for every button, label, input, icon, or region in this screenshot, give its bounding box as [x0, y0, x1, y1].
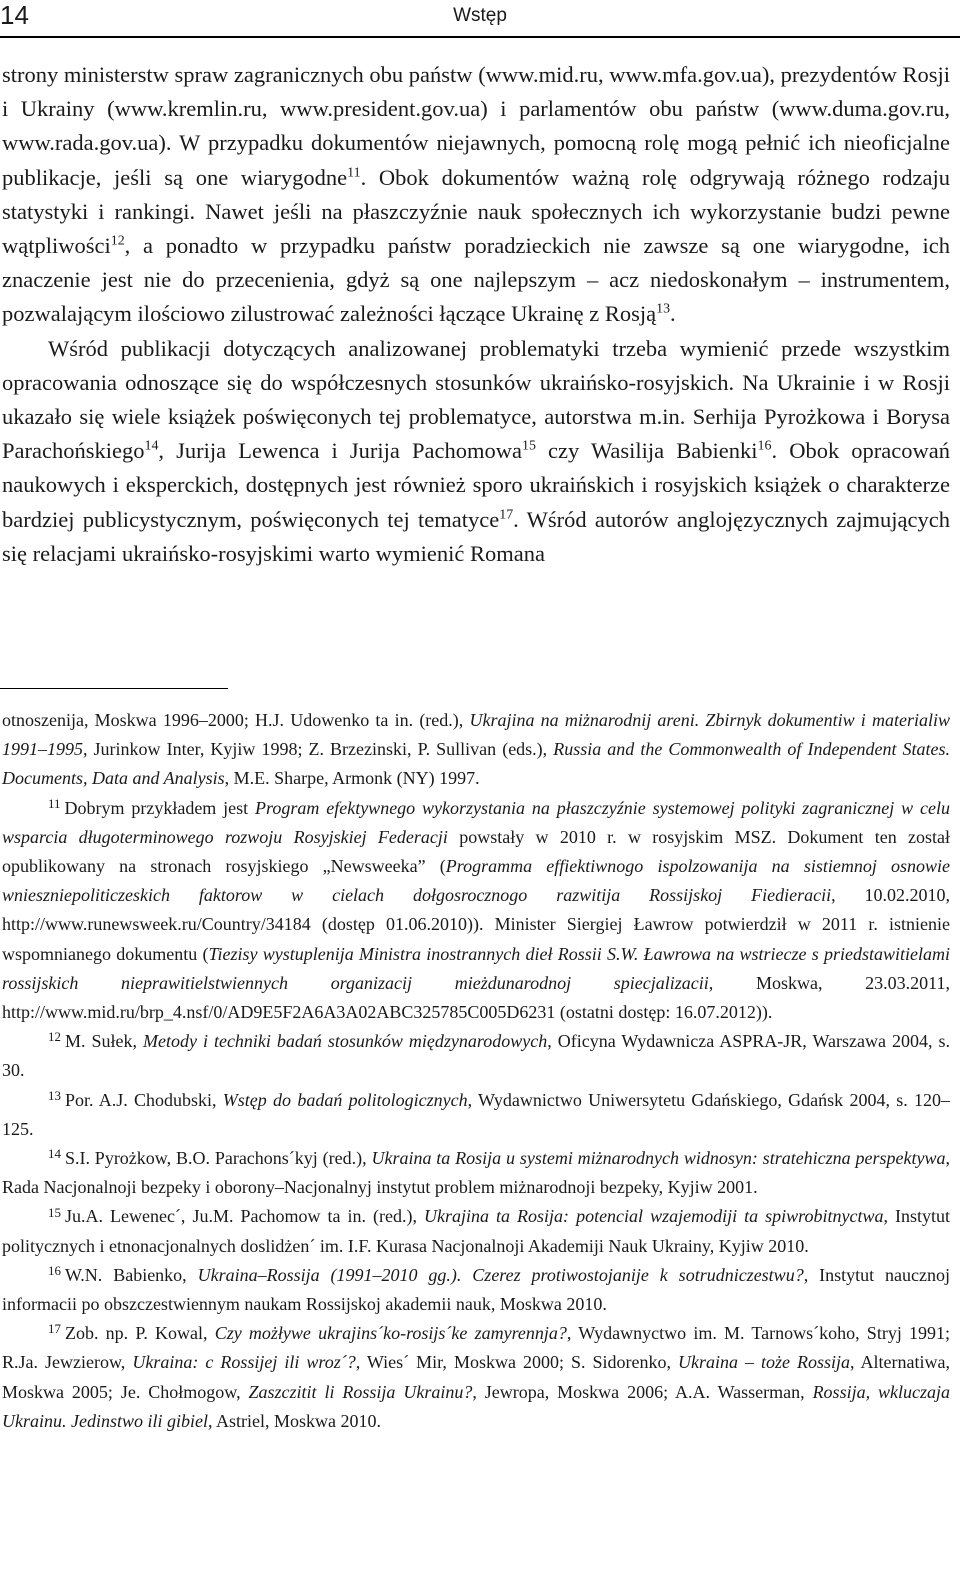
- italic-title: Tiezisy wystuplenija Ministra inostrannych dieł Rossii S.W. Ławrowa na wstriecze s priedstawitielami rossijskich nieprawitielstwiennych organizacij mieżdunarodnoj spiecjalizacii: [2, 943, 950, 993]
- text-run: otnoszenija, Moskwa 1996–2000; H.J. Udowenko ta in. (red.),: [2, 710, 470, 730]
- footnote-16: [2, 1261, 950, 1319]
- footnote-13: [2, 1086, 950, 1144]
- footnote-11: [2, 794, 950, 1028]
- text-run: czy Wasilija Babienki: [535, 438, 758, 464]
- footnote-15: [2, 1202, 950, 1260]
- text-run: , Astriel, Moskwa 2010.: [207, 1410, 381, 1431]
- text-run: . Obok opracowań naukowych i eksperckich, dostępnych jest również sporo ukraińskich i rosyjskich książek o charakterze bardziej publicystycznym, poświęconych tej tematyce: [2, 438, 951, 532]
- text-run: , a ponadto w przypadku państw poradzieckich nie zawsze są one wiarygodne, ich znaczenie jest nie do przecenienia, gdyż są one najlepszym – acz niedoskonałym – instrumentem, pozwalającym ilościowo zilustrować zależności łączące Ukrainę z Rosją: [2, 233, 950, 327]
- italic-title: Program efektywnego wykorzystania na płaszczyźnie systemowej polityki zagranicznej w celu wsparcia długoterminowego rozwoju Rosyjskiej Federacji: [2, 797, 950, 847]
- italic-title: Programma effiektiwnogo ispolzowanija na sistiemnoj osnowie wnieszniepoliticzeskich faktorow w cielach dołgosrocznogo razwitija Rossijskoj Fiedieracii: [2, 856, 950, 906]
- text-run: , Jewropa, Moskwa 2006; A.A. Wasserman,: [472, 1381, 813, 1402]
- italic-title: Ukraina–Rossija (1991–2010 gg.). Czerez protiwostojanije k sotrudniczestwu?: [197, 1264, 804, 1285]
- text-run: , Instytut politycznych i etnonacjonalnych doslidżen´ im. I.F. Kurasa Nacjonalnoji Akademiji Nauk Ukrainy, Kyjiw 2010.: [2, 1206, 950, 1256]
- page-number: 14: [0, 0, 29, 30]
- text-run: , Alternatiwa, Moskwa 2005; Je. Chołmogow,: [2, 1352, 951, 1402]
- footnote-separator: [0, 688, 228, 689]
- text-run: , Wydawnictwo Uniwersytetu Gdańskiego, Gdańsk 2004, s. 120–125.: [2, 1089, 950, 1139]
- italic-title: Ukrajina na miżnarodnij areni. Zbirnyk dokumentiw i materialiw 1991–1995: [2, 710, 950, 760]
- text-run: Dobrym przykładem jest: [64, 797, 256, 818]
- italic-title: Rossija, wkluczaja Ukrainu. Jedinstwo ili gibiel: [2, 1381, 950, 1431]
- text-run: Por. A.J. Chodubski,: [64, 1089, 223, 1110]
- footnote-12: [2, 1027, 950, 1085]
- text-run: , Oficyna Wydawnicza ASPRA-JR, Warszawa 2004, s. 30.: [2, 1031, 950, 1081]
- footnote-number: 11: [48, 795, 61, 811]
- italic-title: Czy możływe ukrajins´ko-rosijs´ke zamyrennja?: [214, 1323, 567, 1344]
- text-run: , Wydawnyctwo im. M. Tarnows´koho, Stryj 1991; R.Ja. Jewzierow,: [2, 1323, 951, 1373]
- text-run: , Jurinkow Inter, Kyjiw 1998; Z. Brzezinski, P. Sullivan (eds.),: [83, 739, 554, 760]
- footnote-ref[interactable]: 14: [144, 438, 159, 454]
- italic-title: Metody i techniki badań stosunków międzynarodowych: [142, 1031, 548, 1052]
- footnote-number: 17: [48, 1321, 61, 1337]
- text-run: , Jurija Lewenca i Jurija Pachomowa: [158, 438, 522, 464]
- text-run: S.I. Pyrożkow, B.O. Parachons´kyj (red.),: [64, 1148, 372, 1169]
- header-rule: [0, 36, 960, 38]
- paragraph: [2, 332, 950, 571]
- footnote-ref[interactable]: 16: [757, 438, 772, 454]
- footnote-ref[interactable]: 12: [110, 233, 125, 249]
- text-run: , 10.02.2010, http://www.runewsweek.ru/Country/34184 (dostęp 01.06.2010)). Minister Siergiej Ławrow potwierdził w 2011 r. istnienie wspomnianego dokumentu (: [2, 885, 951, 964]
- text-run: powstały w 2010 r. w rosyjskim MSZ. Dokument ten został opublikowany na stronach rosyjskiego „Newsweeka” (: [2, 826, 951, 877]
- text-run: , Rada Nacjonalnoji bezpeky i oborony–Nacjonalnyj instytut problem miżnarodnoji bezpeky, Kyjiw 2001.: [2, 1148, 950, 1198]
- footnote-ref[interactable]: 13: [656, 302, 671, 318]
- text-run: .: [670, 301, 676, 327]
- text-run: , Moskwa, 23.03.2011, http://www.mid.ru/brp_4.nsf/0/AD9E5F2A6A3A02ABC325785C005D6231 (ostatni dostęp: 16.07.2012)).: [2, 972, 950, 1023]
- footnote-continued: [2, 706, 950, 794]
- footnote-ref[interactable]: 17: [499, 507, 514, 523]
- footnote-number: 12: [48, 1029, 61, 1045]
- italic-title: Ukrajina ta Rosija: potencial wzajemodiji ta spiwrobitnyctwa: [424, 1206, 884, 1227]
- text-run: , Instytut naucznoj informacii po obszczestwiennym naukam Rossijskoj akademii nauk, Moskwa 2010.: [2, 1264, 950, 1315]
- text-run: Zob. np. P. Kowal,: [64, 1323, 215, 1344]
- footnote-number: 15: [48, 1204, 61, 1220]
- italic-title: Ukraina ta Rosija u systemi miżnarodnych widnosyn: stratehiczna perspektywa: [371, 1148, 946, 1169]
- footnote-number: 16: [48, 1263, 61, 1279]
- text-run: . Obok dokumentów ważną rolę odgrywają różnego rodzaju statystyki i rankingi. Nawet jeśli na płaszczyźnie nauk społecznych ich wykorzystanie budzi pewne wątpliwości: [2, 164, 951, 259]
- text-run: W.N. Babienko,: [64, 1264, 198, 1285]
- main-text: [2, 58, 950, 571]
- footnote-14: [2, 1144, 950, 1202]
- running-head: Wstęp: [453, 5, 507, 26]
- italic-title: Russia and the Commonwealth of Independent States. Documents, Data and Analysis: [2, 739, 950, 789]
- footnote-ref[interactable]: 11: [347, 165, 361, 181]
- text-run: Ju.A. Lewenec´, Ju.M. Pachomow ta in. (red.),: [64, 1206, 425, 1227]
- text-run: M. Sułek,: [64, 1031, 143, 1052]
- italic-title: Wstęp do badań politologicznych: [222, 1089, 468, 1110]
- footnote-ref[interactable]: 15: [522, 438, 536, 454]
- page-header: [0, 0, 960, 34]
- text-run: , Wies´ Mir, Moskwa 2000; S. Sidorenko,: [355, 1352, 678, 1373]
- italic-title: Zaszczitit li Rossija Ukrainu?: [248, 1381, 473, 1402]
- italic-title: Ukraina – tоże Rossija: [678, 1352, 851, 1373]
- text-run: Wśród publikacji dotyczących analizowanej problematyki trzeba wymienić przede wszystkim opracowania odnoszące się do współczesnych stosunków ukraińsko-rosyjskich. Na Ukrainie i w Rosji ukazało się wiele książek poświęconych tej problematyce, autorstwa m.in. Serhija Pyrożkowa i Borysa Parachońskiego: [2, 335, 950, 464]
- paragraph: [2, 58, 950, 332]
- italic-title: Ukraina: c Rossijej ili wroz´?: [132, 1352, 356, 1373]
- footnote-number: 14: [48, 1146, 61, 1162]
- text-run: . Wśród autorów anglojęzycznych zajmujących się relacjami ukraińsko-rosyjskimi warto wymienić Romana: [2, 506, 950, 566]
- text-run: strony ministerstw spraw zagranicznych obu państw (www.mid.ru, www.mfa.gov.ua), prezydentów Rosji i Ukrainy (www.kremlin.ru, www.president.gov.ua) i parlamentów obu państw (www.duma.gov.ru, www.rada.gov.ua). W przypadku dokumentów niejawnych, pomocną rolę mogą pełnić ich nieoficjalne publikacje, jeśli są one wiarygodne: [2, 62, 950, 190]
- footnotes: [2, 706, 950, 1436]
- footnote-17: [2, 1319, 950, 1436]
- text-run: , M.E. Sharpe, Armonk (NY) 1997.: [224, 768, 480, 789]
- footnote-number: 13: [48, 1087, 61, 1103]
